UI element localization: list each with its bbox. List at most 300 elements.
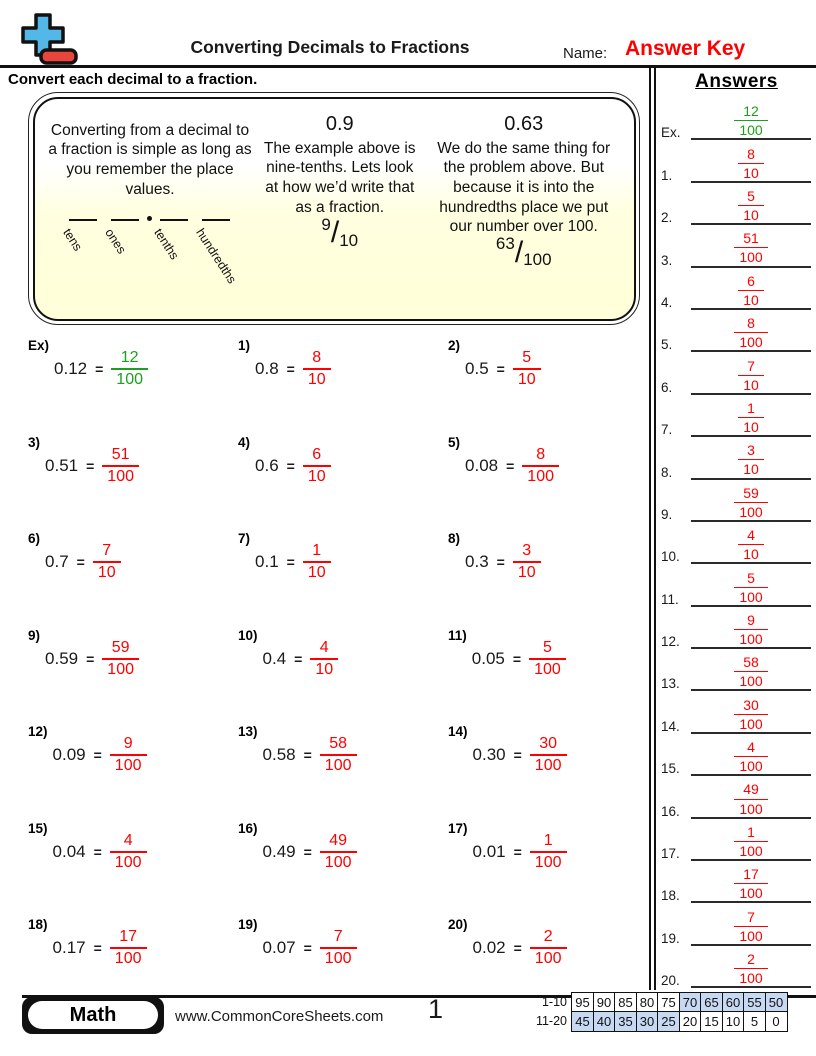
problem-number: 2) (448, 338, 461, 353)
fraction-denominator: 100 (734, 502, 767, 520)
answer-number: 2. (661, 210, 673, 226)
problem-decimal: 0.3 (465, 552, 489, 572)
answer-blank-line (691, 866, 811, 903)
answer-number: 10. (661, 549, 680, 565)
answer-fraction (310, 639, 338, 680)
place-value-label: tenths (150, 225, 182, 262)
fraction-denominator: 100 (734, 883, 767, 901)
problem-equation (472, 639, 566, 680)
equals-sign: = (93, 747, 102, 764)
problem-decimal: 0.8 (255, 359, 279, 379)
answer-blank-line (691, 400, 811, 437)
fraction-denominator: 10 (93, 561, 121, 582)
answer-row (659, 437, 814, 479)
answer-fraction (734, 612, 767, 647)
fraction-denominator: 10 (738, 163, 764, 181)
answer-number: 12. (661, 634, 680, 650)
answer-blank-line (691, 103, 811, 140)
fraction-denominator: 100 (110, 851, 147, 872)
equals-sign: = (513, 747, 522, 764)
fraction-numerator: 6 (747, 272, 755, 289)
score-cell: 65 (700, 992, 723, 1013)
problem-decimal: 0.12 (54, 359, 88, 379)
answer-number: 17. (661, 846, 680, 862)
answer-blank-line (691, 527, 811, 564)
problem-equation (255, 542, 331, 583)
problem-number: 1) (238, 338, 251, 353)
answer-fraction (738, 273, 764, 308)
equals-sign: = (513, 843, 522, 860)
fraction-denominator: 100 (522, 465, 559, 486)
answer-fraction (110, 928, 147, 969)
answer-blank-line (691, 824, 811, 861)
problem (238, 821, 448, 918)
fraction-denominator: 10 (738, 459, 764, 477)
problem-number: 15) (28, 820, 48, 836)
fraction-numerator: 7 (333, 928, 343, 945)
equals-sign: = (303, 843, 312, 860)
example-intro-text: Converting from a decimal to a fraction is simple as long as you remember the place values. (48, 121, 252, 198)
answer-fraction (102, 446, 139, 487)
problem (28, 628, 238, 725)
problem-decimal: 0.17 (52, 938, 86, 958)
equals-sign: = (86, 650, 95, 667)
score-cells (571, 992, 788, 1013)
fraction-numerator: 8 (312, 349, 322, 366)
problem-equation (465, 349, 541, 390)
equals-sign: = (294, 650, 303, 667)
answer-fraction (110, 832, 147, 873)
answer-fraction (530, 735, 567, 776)
problem-decimal: 0.58 (262, 745, 296, 765)
fraction-numerator: 1 (543, 831, 553, 849)
problem-number: 17) (448, 820, 468, 836)
answer-fraction (93, 542, 121, 583)
problem-decimal: 0.7 (45, 552, 69, 572)
answer-row (659, 819, 814, 861)
answer-row (659, 98, 814, 140)
score-cell: 35 (614, 1011, 637, 1032)
answer-fraction (734, 866, 767, 901)
problem-number: 16) (238, 820, 258, 836)
problem-decimal: 0.1 (255, 552, 279, 572)
fraction-denominator: 100 (734, 629, 767, 647)
problem-equation (53, 735, 147, 776)
fraction-denominator: 100 (734, 247, 767, 265)
fraction-denominator: 100 (734, 799, 767, 817)
answer-fraction (738, 358, 764, 393)
answer-row (659, 861, 814, 903)
equals-sign: = (286, 554, 295, 571)
score-cell: 45 (571, 1011, 594, 1032)
fraction-numerator: 59 (111, 638, 130, 656)
problem-equation (45, 446, 139, 487)
equals-sign: = (93, 843, 102, 860)
answer-fraction (110, 735, 147, 776)
problem (238, 628, 448, 725)
answer-fraction (738, 188, 764, 223)
problem-decimal: 0.02 (472, 938, 506, 958)
answer-number: 6. (661, 379, 673, 395)
subject-badge-pill (28, 1001, 158, 1029)
equals-sign: = (506, 457, 515, 474)
problem (28, 435, 238, 532)
example-intro-column (47, 111, 254, 311)
fraction-numerator: 5 (747, 569, 755, 586)
answer-fraction (734, 951, 767, 986)
answer-blank-line (691, 739, 811, 776)
answer-blank-line (691, 697, 811, 734)
problem-equation (263, 735, 357, 776)
fraction-numerator: 8 (747, 145, 755, 162)
fraction-denominator: 100 (734, 926, 767, 944)
problem-equation (53, 832, 147, 873)
problem (448, 821, 648, 918)
answer-fraction (530, 928, 567, 969)
answer-number: 15. (661, 761, 680, 777)
page-title: Converting Decimals to Fractions (190, 37, 470, 57)
answer-number: 4. (661, 294, 673, 310)
fraction-denominator: 10 (738, 290, 764, 308)
fraction-numerator: 5 (542, 638, 552, 656)
equals-sign: = (93, 940, 102, 957)
problem-equation (465, 542, 541, 583)
answers-column (659, 71, 814, 988)
score-cell: 25 (657, 1011, 680, 1032)
fraction-numerator: 3 (522, 542, 532, 559)
fraction-denominator: 100 (734, 841, 767, 859)
answer-row (659, 734, 814, 776)
fraction-denominator: 100 (530, 851, 567, 872)
answer-fraction (738, 400, 764, 435)
problem-equation (45, 639, 139, 680)
place-value-blank (150, 219, 188, 262)
fraction-denominator: 100 (530, 754, 567, 775)
score-cell: 90 (593, 992, 616, 1013)
problem-decimal: 0.4 (262, 648, 287, 668)
problem-equation (263, 928, 357, 969)
score-cell: 60 (722, 992, 745, 1013)
example-heading: 0.9 (325, 112, 354, 135)
fraction-numerator: 4 (123, 831, 133, 849)
fraction-denominator: 100 (111, 368, 148, 389)
fraction-numerator: 7 (747, 908, 755, 925)
fraction-denominator: 10 (513, 561, 541, 582)
example-box-inner (33, 97, 636, 321)
equals-sign: = (76, 554, 85, 571)
answer-blank-line (691, 781, 811, 818)
subject-badge-label: Math (69, 1003, 117, 1026)
decimal-point-dot (147, 216, 152, 221)
answer-number: 9. (661, 506, 673, 522)
answer-fraction (734, 824, 767, 859)
fraction-slash: / (514, 235, 524, 269)
problem-decimal: 0.01 (472, 841, 506, 861)
problem (448, 724, 648, 821)
problem (448, 435, 648, 532)
answer-row (659, 776, 814, 818)
fraction-denominator: 10 (303, 368, 331, 389)
answer-blank-line (691, 442, 811, 479)
problem-number: 7) (238, 531, 251, 546)
problem-number: Ex) (28, 338, 50, 353)
answer-blank-line (691, 485, 811, 522)
answer-number: 18. (661, 888, 680, 904)
fraction-denominator: 100 (734, 332, 767, 350)
place-value-label: tens (59, 225, 85, 253)
answer-fraction (513, 542, 541, 583)
answer-row (659, 480, 814, 522)
score-row-label: 1-10 (541, 995, 567, 1010)
score-cell: 75 (657, 992, 680, 1013)
fraction-numerator: 17 (119, 928, 138, 945)
problem (238, 724, 448, 821)
problem-equation (473, 735, 567, 776)
answer-fraction (734, 654, 767, 689)
fraction-denominator: 100 (734, 120, 767, 138)
fraction-denominator: 10 (738, 417, 764, 435)
score-cell: 10 (722, 1011, 745, 1032)
score-cell: 0 (765, 1011, 788, 1032)
problem-equation (465, 446, 559, 487)
fraction-numerator: 6 (312, 445, 322, 463)
score-cell: 20 (679, 1011, 702, 1032)
problem-decimal: 0.6 (255, 455, 279, 475)
fraction-denominator: 10 (303, 465, 331, 486)
answer-blank-line (691, 358, 811, 395)
answer-number: 19. (661, 930, 680, 946)
answer-fraction (102, 639, 139, 680)
problem-decimal: 0.04 (52, 841, 86, 861)
problem-number: 9) (28, 627, 41, 643)
fraction-denominator: 100 (523, 250, 552, 270)
fraction-numerator: 5 (747, 187, 755, 204)
fraction-numerator: 4 (747, 527, 755, 544)
score-cell: 70 (679, 992, 702, 1013)
answer-number: 1. (661, 167, 673, 183)
fraction-denominator: 10 (738, 375, 764, 393)
fraction-numerator: 51 (743, 230, 759, 247)
equals-sign: = (86, 457, 95, 474)
answer-fraction (303, 446, 331, 487)
fraction-numerator: 1 (747, 399, 755, 416)
score-row-label: 11-20 (535, 1014, 567, 1029)
name-label: Name: (563, 45, 608, 62)
equals-sign: = (286, 361, 295, 378)
instructions-text: Convert each decimal to a fraction. (8, 71, 258, 88)
problem (448, 531, 648, 628)
score-cell: 95 (571, 992, 594, 1013)
answer-fraction (320, 928, 357, 969)
problem (238, 435, 448, 532)
problem-number: 19) (238, 917, 258, 932)
fraction-numerator: 63 (495, 234, 515, 254)
problem-decimal: 0.07 (262, 938, 296, 958)
answer-row (659, 352, 814, 394)
score-cell: 15 (700, 1011, 723, 1032)
answer-fraction (734, 739, 767, 774)
fraction-denominator: 100 (734, 968, 767, 986)
fraction-numerator: 9 (747, 611, 755, 628)
fraction-denominator: 10 (339, 230, 359, 250)
fraction-denominator: 10 (738, 205, 764, 223)
fraction-denominator: 100 (320, 754, 357, 775)
fraction-numerator: 51 (111, 445, 130, 463)
fraction-numerator: 5 (522, 349, 532, 366)
problem-number: 10) (238, 627, 258, 643)
answer-number: 11. (661, 591, 679, 607)
answer-number: 13. (661, 676, 680, 692)
equals-sign: = (303, 747, 312, 764)
answer-blank-line (691, 570, 811, 607)
answers-title: Answers (695, 71, 778, 92)
problem-equation (473, 832, 567, 873)
score-table (527, 992, 788, 1032)
answer-fraction (738, 442, 764, 477)
place-value-blank (101, 219, 139, 256)
fraction-slash: / (330, 216, 340, 250)
fraction-numerator: 3 (747, 442, 755, 459)
equals-sign: = (496, 554, 505, 571)
problem-number: 5) (448, 434, 461, 450)
fraction-numerator: 30 (743, 696, 759, 713)
fraction-denominator: 100 (110, 947, 147, 968)
place-value-label: hundredths (192, 225, 239, 286)
problem-equation (263, 639, 339, 680)
answer-row (659, 140, 814, 182)
fraction-numerator: 30 (539, 735, 558, 752)
problem-equation (53, 928, 147, 969)
fraction-numerator: 8 (747, 315, 755, 332)
fraction-numerator: 58 (743, 654, 759, 671)
answer-row (659, 564, 814, 606)
fraction-numerator: 9 (123, 735, 133, 752)
answers-list (659, 98, 814, 988)
problem (238, 531, 448, 628)
score-cells (571, 1011, 788, 1032)
answer-number: 7. (661, 422, 673, 438)
problem-number: 13) (238, 724, 258, 739)
fraction-numerator: 12 (120, 349, 139, 366)
problem-number: 14) (448, 724, 468, 739)
fraction-denominator: 10 (310, 658, 338, 679)
answer-blank-line (691, 188, 811, 225)
score-row (527, 1011, 788, 1032)
fraction-numerator: 58 (329, 735, 348, 752)
score-cell: 55 (743, 992, 766, 1013)
place-value-blank (59, 219, 97, 253)
page-number: 1 (428, 994, 444, 1024)
answer-row (659, 946, 814, 988)
score-cell: 85 (614, 992, 637, 1013)
answer-fraction (529, 639, 566, 680)
example-text: The example above is nine-tenths. Lets look at how we’d write that as a fraction. (263, 139, 416, 216)
fraction-denominator: 100 (110, 754, 147, 775)
problem-decimal: 0.51 (45, 455, 79, 475)
answer-fraction (734, 570, 767, 605)
score-cell: 40 (593, 1011, 616, 1032)
problem (28, 531, 238, 628)
answer-number: 8. (661, 464, 673, 480)
plus-minus-logo-icon (16, 11, 82, 72)
problem-equation (255, 446, 331, 487)
example-box (28, 92, 640, 325)
problem-decimal: 0.08 (465, 455, 499, 475)
fraction-numerator: 7 (102, 542, 112, 559)
problem-number: 11) (448, 627, 467, 643)
problem-decimal: 0.30 (472, 745, 506, 765)
problem (238, 917, 448, 1014)
fraction-denominator: 100 (530, 947, 567, 968)
fraction-denominator: 100 (320, 947, 357, 968)
header-divider-line (0, 65, 816, 68)
fraction-denominator: 100 (734, 714, 767, 732)
fraction-denominator: 10 (738, 544, 764, 562)
fraction-numerator: 1 (312, 542, 322, 559)
answer-fraction (522, 446, 559, 487)
answer-row (659, 225, 814, 267)
answer-row (659, 183, 814, 225)
equals-sign: = (95, 361, 104, 378)
problem-equation (473, 928, 567, 969)
problem-number: 20) (448, 917, 468, 932)
fraction-numerator: 7 (747, 357, 755, 374)
problem (448, 338, 648, 435)
problem-number: 18) (28, 917, 48, 932)
answer-row (659, 522, 814, 564)
answer-fraction (734, 909, 767, 944)
answers-divider-line (649, 68, 656, 990)
score-cell: 30 (636, 1011, 659, 1032)
example-slash-fraction (428, 234, 620, 270)
fraction-numerator: 17 (743, 866, 759, 883)
answer-fraction (734, 697, 767, 732)
answer-fraction (738, 527, 764, 562)
answer-blank-line (691, 654, 811, 691)
answer-blank-line (691, 273, 811, 310)
answer-row (659, 607, 814, 649)
answer-fraction (734, 781, 767, 816)
problem-number: 12) (28, 724, 48, 739)
answer-blank-line (691, 315, 811, 352)
problem (28, 724, 238, 821)
fraction-denominator: 100 (102, 465, 139, 486)
fraction-denominator: 100 (529, 658, 566, 679)
website-text: www.CommonCoreSheets.com (175, 1008, 384, 1025)
equals-sign: = (512, 650, 522, 667)
fraction-denominator: 100 (320, 851, 357, 872)
answer-row (659, 691, 814, 733)
fraction-numerator: 4 (319, 638, 329, 656)
score-cell: 50 (765, 992, 788, 1013)
fraction-numerator: 8 (536, 445, 546, 463)
answer-number: 3. (661, 252, 673, 268)
answer-fraction (734, 230, 767, 265)
problem (448, 628, 648, 725)
example-slash-fraction (260, 214, 421, 250)
problem-number: 3) (28, 434, 41, 450)
name-value: Answer Key (625, 37, 746, 60)
problem-equation (54, 349, 148, 390)
score-row (527, 992, 788, 1013)
problem (28, 338, 238, 435)
fraction-denominator: 100 (734, 671, 767, 689)
answer-fraction (303, 542, 331, 583)
problem-decimal: 0.59 (45, 648, 79, 668)
problem-equation (45, 542, 121, 583)
answer-blank-line (691, 909, 811, 946)
answer-blank-line (691, 951, 811, 988)
